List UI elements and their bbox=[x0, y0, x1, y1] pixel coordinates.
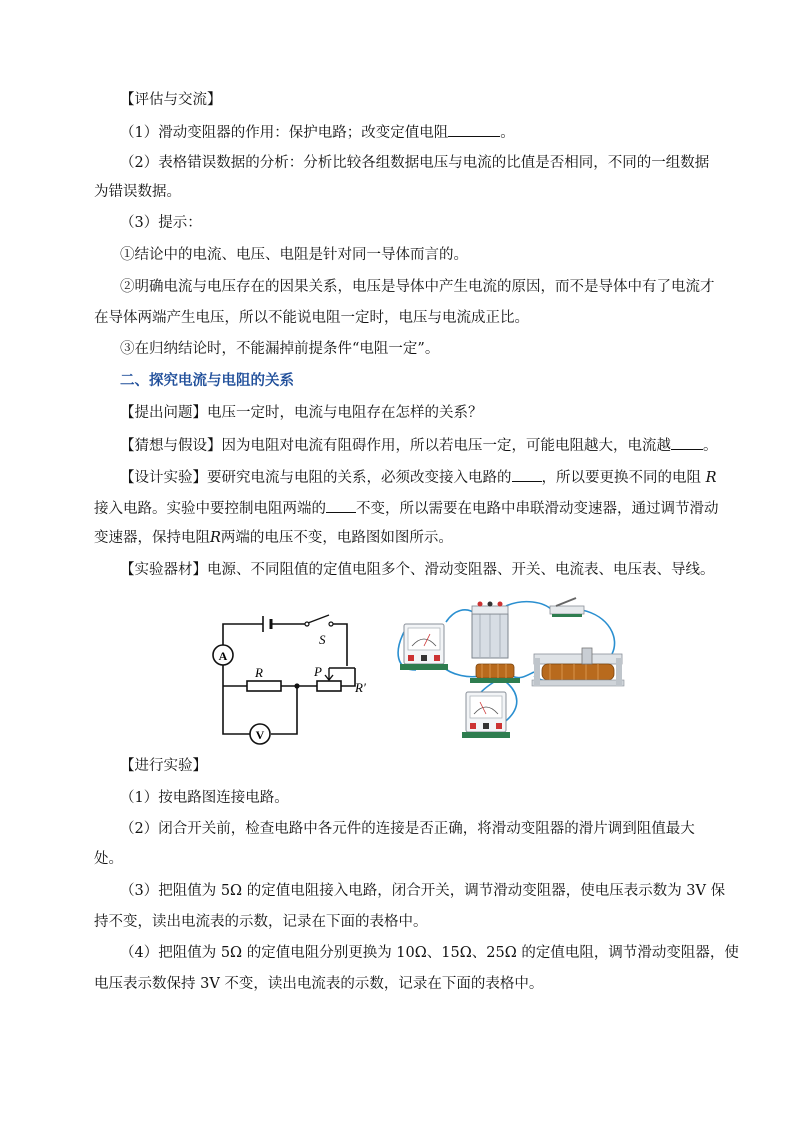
answer-blank[interactable] bbox=[326, 497, 356, 513]
eval-p2b: 为错误数据。 bbox=[94, 184, 181, 200]
switch-label: S bbox=[319, 632, 326, 647]
tip-2a: ②明确电流与电压存在的因果关系，电压是导体中产生电流的原因，而不是导体中有了电流才 bbox=[120, 279, 715, 295]
tip-2b: 在导体两端产生电压，所以不能说电阻一定时，电压与电流成正比。 bbox=[94, 310, 529, 326]
eval-p1 bbox=[120, 121, 515, 143]
design-text-2a: 接入电路。实验中要控制电阻两端的 bbox=[94, 501, 326, 517]
battery-symbol bbox=[263, 616, 271, 632]
resistor-device bbox=[470, 664, 520, 683]
question: 【提出问题】电压一定时，电流与电阻存在怎样的关系？ bbox=[120, 405, 483, 421]
var-r: R bbox=[210, 530, 221, 546]
apparatus-illustration bbox=[394, 592, 634, 744]
voltmeter-symbol bbox=[250, 724, 270, 744]
design-text-2b: 不变，所以需要在电路中串联滑动变速器，通过调节滑动 bbox=[356, 501, 719, 517]
answer-blank[interactable] bbox=[671, 434, 703, 450]
design-text-3a: 变速器，保持电阻 bbox=[94, 530, 210, 546]
rheostat-label: R′ bbox=[355, 680, 366, 695]
circuit-diagram bbox=[205, 606, 375, 746]
hypothesis-text: 【猜想与假设】因为电阻对电流有阻碍作用，所以若电压一定，可能电阻越大，电流越 bbox=[120, 438, 671, 454]
design-text-1b: ，所以要更换不同的电阻 bbox=[541, 470, 701, 486]
proc-step-3b: 持不变，读出电流表的示数，记录在下面的表格中。 bbox=[94, 914, 428, 930]
ammeter-symbol bbox=[213, 645, 233, 665]
proc-step-1: （1）按电路图连接电路。 bbox=[120, 790, 289, 806]
design-line-3 bbox=[94, 528, 453, 548]
switch-device bbox=[550, 598, 584, 617]
battery-pack-device bbox=[472, 602, 508, 659]
proc-step-2b: 处。 bbox=[94, 851, 123, 867]
slider-label: P bbox=[314, 664, 322, 679]
rheostat-device bbox=[532, 648, 624, 686]
proc-step-4a: （4）把阻值为 5Ω 的定值电阻分别更换为 10Ω、15Ω、25Ω 的定值电阻，调节滑动变阻器，使 bbox=[120, 945, 739, 961]
slider-arrow bbox=[325, 668, 355, 680]
section-title: 二、探究电流与电阻的关系 bbox=[120, 372, 294, 389]
eval-p1-text: （1）滑动变阻器的作用：保护电路；改变定值电阻 bbox=[120, 125, 449, 141]
answer-blank[interactable] bbox=[448, 121, 500, 137]
eval-p3: （3）提示： bbox=[120, 215, 202, 231]
switch-symbol bbox=[305, 615, 333, 626]
voltmeter-label: V bbox=[255, 728, 265, 742]
design-text-3b: 两端的电压不变，电路图如图所示。 bbox=[220, 530, 453, 546]
design-line-1 bbox=[120, 466, 717, 488]
tip-3: ③在归纳结论时，不能漏掉前提条件“电阻一定”。 bbox=[120, 341, 440, 357]
ammeter-device bbox=[400, 624, 448, 670]
eval-p1-end: 。 bbox=[500, 125, 515, 141]
proc-heading: 【进行实验】 bbox=[120, 758, 207, 774]
rheostat-symbol bbox=[317, 681, 341, 691]
var-r: R bbox=[705, 470, 717, 486]
design-text-1a: 【设计实验】要研究电流与电阻的关系，必须改变接入电路的 bbox=[120, 470, 512, 486]
hypothesis bbox=[120, 434, 718, 456]
proc-step-4b: 电压表示数保持 3V 不变，读出电流表的示数，记录在下面的表格中。 bbox=[94, 976, 544, 992]
eval-p2a: （2）表格错误数据的分析：分析比较各组数据电压与电流的比值是否相同，不同的一组数据 bbox=[120, 155, 710, 171]
resistor-label: R bbox=[255, 665, 263, 680]
design-line-2 bbox=[94, 497, 719, 519]
hypothesis-end: 。 bbox=[703, 438, 718, 454]
proc-step-3a: （3）把阻值为 5Ω 的定值电阻接入电路，闭合开关，调节滑动变阻器，使电压表示数为 3V 保 bbox=[120, 883, 726, 899]
eval-heading: 【评估与交流】 bbox=[120, 92, 222, 108]
answer-blank[interactable] bbox=[512, 466, 542, 482]
resistor-symbol bbox=[247, 681, 281, 691]
ammeter-label: A bbox=[218, 649, 228, 663]
proc-step-2a: （2）闭合开关前，检查电路中各元件的连接是否正确，将滑动变阻器的滑片调到阻值最大 bbox=[120, 821, 695, 837]
junction-dot bbox=[294, 683, 299, 688]
equipment: 【实验器材】电源、不同阻值的定值电阻多个、滑动变阻器、开关、电流表、电压表、导线。 bbox=[120, 562, 715, 578]
voltmeter-device bbox=[462, 692, 510, 738]
tip-1: ①结论中的电流、电压、电阻是针对同一导体而言的。 bbox=[120, 247, 468, 263]
